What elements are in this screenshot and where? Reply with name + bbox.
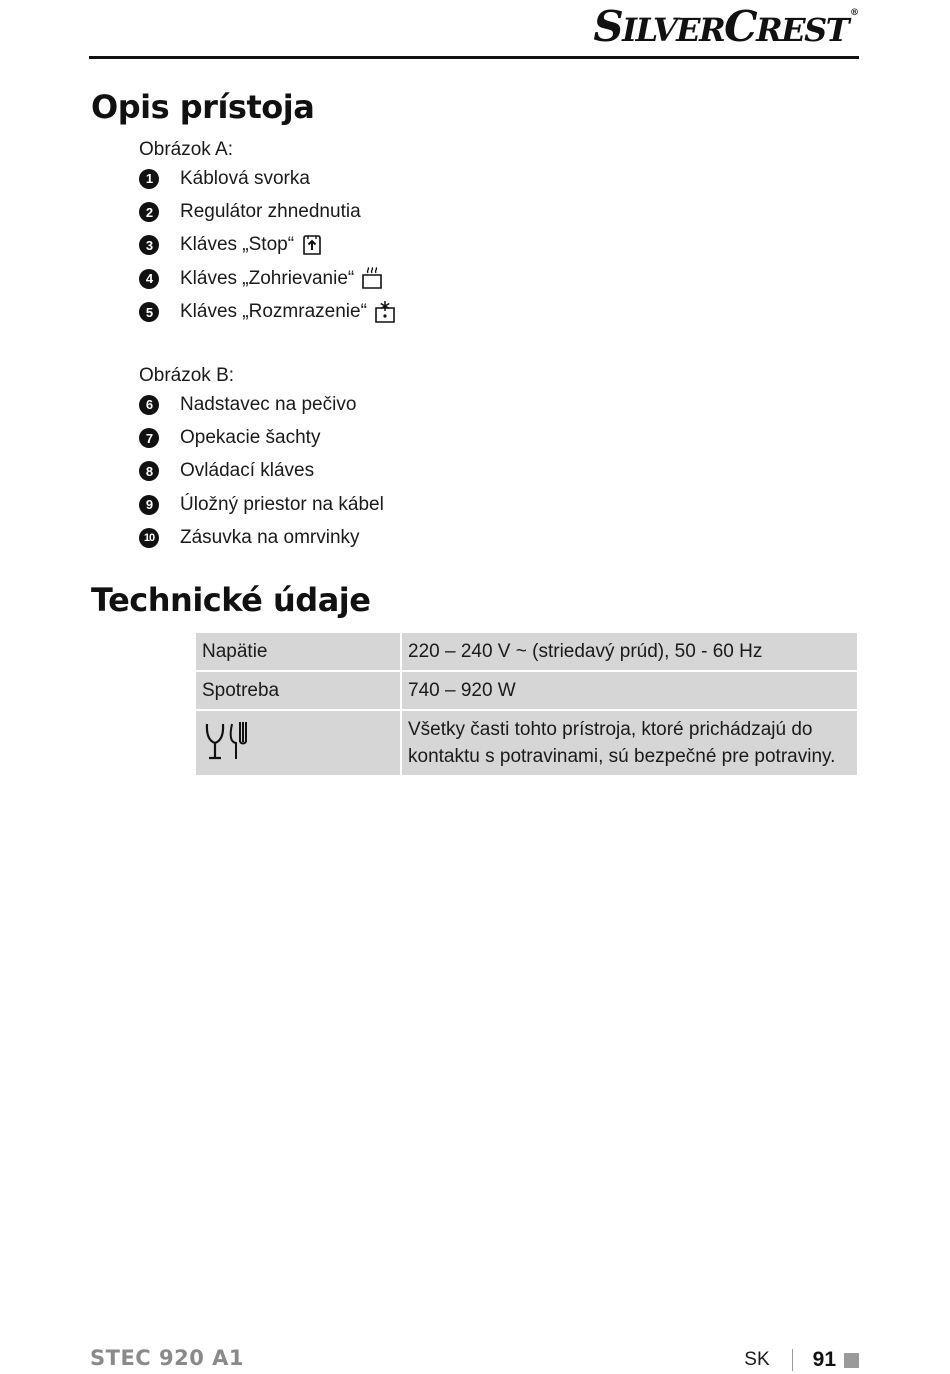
list-item xyxy=(139,162,397,195)
list-item xyxy=(139,421,384,454)
list-item xyxy=(139,229,397,262)
page-number: 91 xyxy=(812,1348,836,1371)
list-item xyxy=(139,262,397,295)
spec-key: Spotreba xyxy=(195,671,401,710)
figure-a-label: Obrázok A: xyxy=(139,139,233,160)
item-number: 5 xyxy=(139,302,159,322)
spec-value: 220 – 240 V ~ (striedavý prúd), 50 - 60 Hz xyxy=(401,632,858,671)
item-label: Kláves „Rozmrazenie“ xyxy=(180,301,367,323)
item-number: 9 xyxy=(139,495,159,515)
item-label: Nadstavec na pečivo xyxy=(180,393,357,415)
spec-key: Napätie xyxy=(195,632,401,671)
square-icon xyxy=(844,1353,859,1368)
item-label: Regulátor zhnednutia xyxy=(180,201,361,223)
item-number: 4 xyxy=(139,269,159,289)
item-number: 8 xyxy=(139,461,159,481)
footer-model: STEC 920 A1 xyxy=(90,1346,245,1370)
item-number: 1 xyxy=(139,169,159,189)
item-number: 2 xyxy=(139,202,159,222)
item-label: Ovládací kláves xyxy=(180,460,315,482)
item-label: Opekacie šachty xyxy=(180,427,321,449)
list-item xyxy=(139,455,384,488)
item-number: 10 xyxy=(139,528,159,548)
footer-divider xyxy=(792,1349,793,1371)
brand-logo: SILVERCREST ® xyxy=(593,2,859,51)
spec-value xyxy=(401,710,858,776)
spec-value-line: Všetky časti tohto prístroja, ktoré prichádzajú do xyxy=(408,719,813,740)
item-label: Káblová svorka xyxy=(180,167,310,189)
table-row xyxy=(195,710,858,776)
defrost-key-icon xyxy=(373,300,397,324)
item-label: Zásuvka na omrvinky xyxy=(180,527,360,549)
item-number: 7 xyxy=(139,428,159,448)
table-row xyxy=(195,632,858,671)
list-item xyxy=(139,195,397,228)
spec-key xyxy=(195,710,401,776)
spec-table xyxy=(194,631,859,777)
figure-b-label: Obrázok B: xyxy=(139,365,235,386)
item-number: 3 xyxy=(139,235,159,255)
section-title-description: Opis prístoja xyxy=(91,88,315,126)
table-row xyxy=(195,671,858,710)
figure-a-list xyxy=(139,162,397,329)
section-title-technical: Technické údaje xyxy=(91,581,371,619)
stop-key-icon xyxy=(300,233,324,257)
list-item xyxy=(139,296,397,329)
list-item xyxy=(139,522,384,555)
item-number: 6 xyxy=(139,395,159,415)
footer-language: SK xyxy=(744,1349,770,1370)
list-item xyxy=(139,488,384,521)
item-label: Kláves „Stop“ xyxy=(180,234,295,256)
item-label: Úložný priestor na kábel xyxy=(180,493,384,515)
list-item xyxy=(139,388,384,421)
item-label: Kláves „Zohrievanie“ xyxy=(180,267,355,289)
figure-b-list xyxy=(139,388,384,555)
food-safe-icon xyxy=(202,718,252,768)
spec-value-line: kontaktu s potravinami, sú bezpečné pre potraviny. xyxy=(408,746,836,767)
header-rule xyxy=(89,56,859,59)
footer-pagination xyxy=(744,1348,859,1372)
spec-value: 740 – 920 W xyxy=(401,671,858,710)
reheat-key-icon xyxy=(360,267,384,291)
